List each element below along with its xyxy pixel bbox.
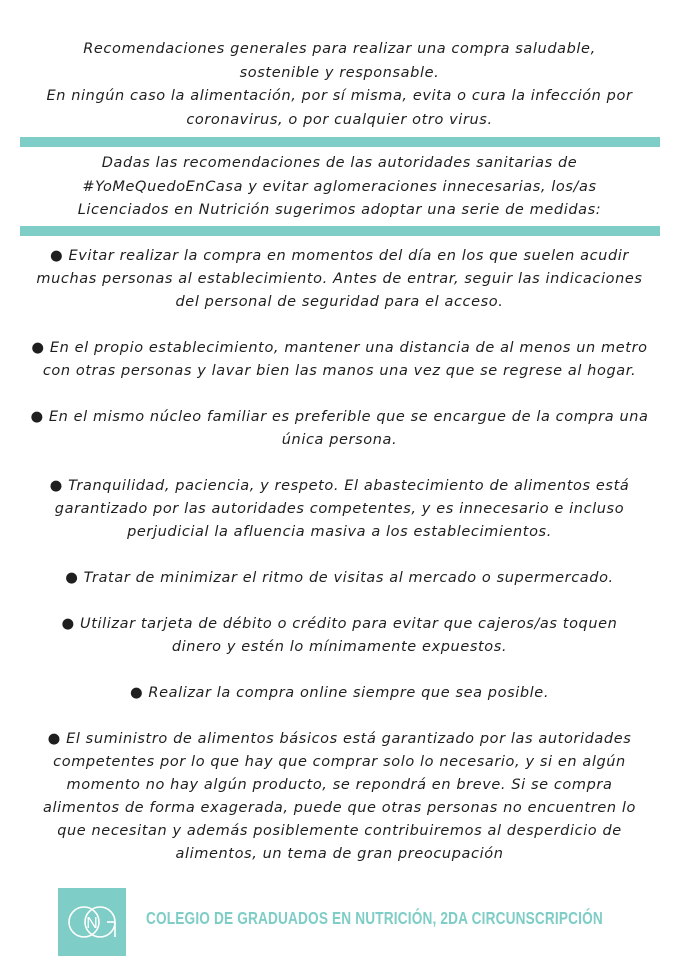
- recommendations-list: [10, 245, 669, 889]
- recommendation-item: [10, 728, 669, 866]
- recommendation-item: [10, 682, 669, 705]
- recommendation-line: ● Tratar de minimizar el ritmo de visitas al mercado o supermercado.: [65, 570, 614, 586]
- recommendation-line: alimentos de forma exagerada, puede que otras personas no encuentren lo: [42, 800, 637, 816]
- recommendation-item: [10, 567, 669, 590]
- context-paragraph: [10, 152, 669, 223]
- recommendation-line: alimentos, un tema de gran preocupación: [175, 846, 504, 862]
- recommendation-line: ● En el propio establecimiento, mantener una distancia de al menos un metro: [31, 340, 648, 356]
- recommendation-line: que necesitan y además posiblemente contribuiremos al desperdicio de: [57, 823, 622, 839]
- recommendation-line: momento no hay algún producto, se repondrá en breve. Si se compra: [66, 777, 613, 793]
- context-line: Dadas las recomendaciones de las autoridades sanitarias de: [101, 155, 578, 171]
- recommendation-line: dinero y estén lo mínimamente expuestos.: [171, 639, 508, 655]
- org-name: COLEGIO DE GRADUADOS EN NUTRICIÓN, 2DA CIRCUNSCRIPCIÓN: [146, 908, 603, 928]
- college-logo-mark: [58, 888, 126, 956]
- intro-heading: [10, 38, 669, 132]
- divider-bar: [20, 137, 660, 147]
- recommendation-item: [10, 245, 669, 314]
- recommendation-line: muchas personas al establecimiento. Antes de entrar, seguir las indicaciones: [36, 271, 643, 287]
- context-line: #YoMeQuedoEnCasa y evitar aglomeraciones innecesarias, los/as: [82, 178, 597, 195]
- recommendation-line: ● En el mismo núcleo familiar es preferible que se encargue de la compra una: [30, 409, 649, 425]
- recommendation-item: [10, 406, 669, 452]
- recommendation-line: única persona.: [281, 432, 398, 448]
- recommendation-line: perjudicial la afluencia masiva a los establecimientos.: [127, 524, 552, 540]
- recommendation-line: del personal de seguridad para el acceso.: [175, 294, 504, 310]
- recommendation-item: [10, 613, 669, 659]
- recommendation-line: competentes por lo que hay que comprar solo lo necesario, y si en algún: [53, 754, 626, 770]
- recommendation-item: [10, 475, 669, 544]
- recommendation-line: garantizado por las autoridades competentes, y es innecesario e incluso: [54, 501, 625, 517]
- context-line: Licenciados en Nutrición sugerimos adoptar una serie de medidas:: [77, 202, 602, 218]
- intro-line: coronavirus, o por cualquier otro virus.: [186, 111, 493, 128]
- intro-line: En ningún caso la alimentación, por sí misma, evita o cura la infección por: [46, 88, 633, 104]
- recommendation-line: ● Realizar la compra online siempre que sea posible.: [129, 685, 550, 701]
- logo-letter: N: [86, 915, 98, 932]
- recommendation-item: [10, 337, 669, 383]
- intro-line: Recomendaciones generales para realizar una compra saludable,: [83, 41, 596, 57]
- recommendation-line: ● Evitar realizar la compra en momentos del día en los que suelen acudir: [50, 248, 629, 264]
- recommendation-line: ● El suministro de alimentos básicos está garantizado por las autoridades: [47, 731, 632, 747]
- recommendation-line: ● Utilizar tarjeta de débito o crédito para evitar que cajeros/as toquen: [61, 616, 618, 632]
- recommendation-line: ● Tranquilidad, paciencia, y respeto. El abastecimiento de alimentos está: [49, 478, 630, 494]
- divider-bar: [20, 226, 660, 236]
- recommendation-line: con otras personas y lavar bien las manos una vez que se regrese al hogar.: [42, 363, 637, 379]
- intro-line: sostenible y responsable.: [239, 64, 440, 81]
- college-logo: [58, 888, 126, 956]
